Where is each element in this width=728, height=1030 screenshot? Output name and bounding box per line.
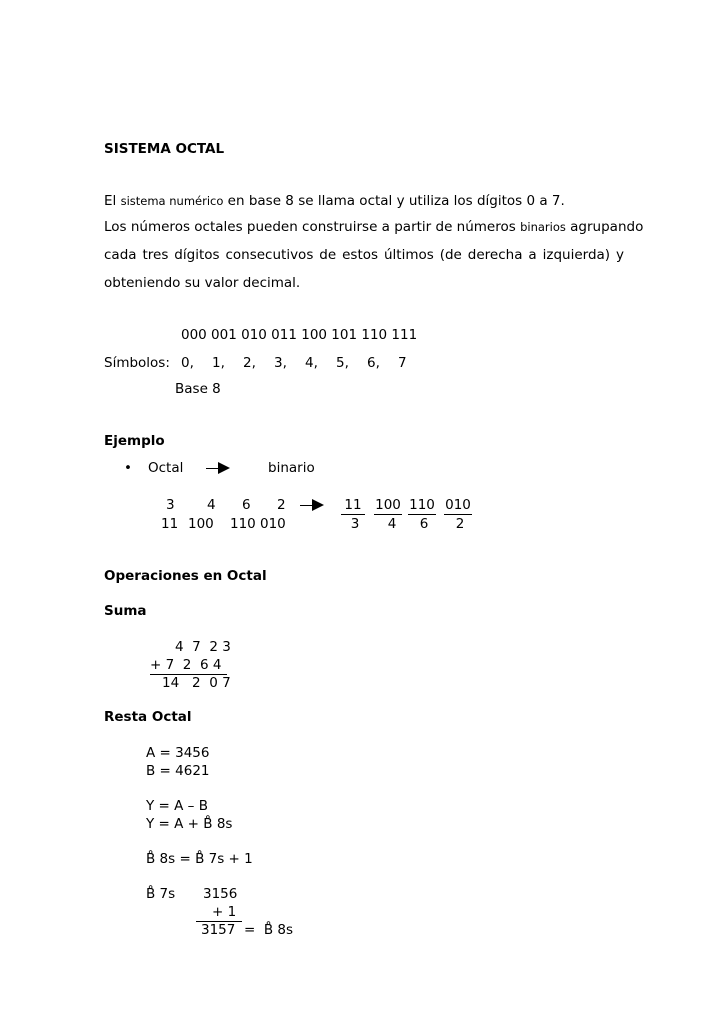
intro-text: en base 8 se llama octal y utiliza los dígitos 0 a 7. <box>223 193 565 209</box>
intro-line-2 <box>104 218 643 236</box>
binary-group: 010 <box>260 516 286 532</box>
intro-term-binarios: binarios <box>520 220 566 234</box>
suma-result: 14 2 0 7 <box>162 675 231 691</box>
intro-term-sistema: sistema numérico <box>120 194 224 208</box>
symbol-value: 1, <box>212 355 225 371</box>
intro-line-3: cada tres dígitos consecutivos de estos últimos (de derecha a izquierda) y <box>104 247 624 263</box>
arrow-right-icon <box>206 468 228 469</box>
resta-heading: Resta Octal <box>104 709 192 725</box>
resta-b8s: B̊ 8s = B̊ 7s + 1 <box>146 851 253 867</box>
suma-heading: Suma <box>104 603 147 619</box>
binary-group-underlined: 100 <box>375 497 401 513</box>
arrow-right-icon <box>300 505 322 506</box>
suma-row-1: 4 7 2 3 <box>175 639 231 655</box>
symbol-value: 6, <box>367 355 380 371</box>
operations-heading: Operaciones en Octal <box>104 568 267 584</box>
symbol-value: 3, <box>274 355 287 371</box>
symbols-label: Símbolos: <box>104 355 170 371</box>
octal-result-digit: 6 <box>419 516 429 532</box>
intro-text: Los números octales pueden construirse a partir de números <box>104 219 521 235</box>
intro-line-4: obteniendo su valor decimal. <box>104 275 301 291</box>
intro-text: El <box>104 193 121 209</box>
binary-group: 11 <box>161 516 179 532</box>
resta-b7s-label: B̊ 7s <box>146 886 176 902</box>
octal-result-digit: 3 <box>350 516 360 532</box>
resta-y-1: Y = A – B <box>146 798 208 814</box>
example-binario-label: binario <box>268 460 315 476</box>
binary-group: 110 <box>230 516 256 532</box>
binary-group-underlined: 010 <box>445 497 471 513</box>
base-label: Base 8 <box>175 381 221 397</box>
symbol-value: 2, <box>243 355 256 371</box>
binary-triplets-row: 000 001 010 011 100 101 110 111 <box>181 327 418 343</box>
resta-number-1: 3156 <box>203 886 238 902</box>
example-heading: Ejemplo <box>104 433 165 449</box>
resta-number-2: + 1 <box>196 903 242 922</box>
resta-result: 3157 = B̊ 8s <box>201 922 294 938</box>
binary-group-underlined: 110 <box>409 497 435 513</box>
octal-result-digit: 2 <box>455 516 465 532</box>
octal-digit: 3 <box>166 497 175 513</box>
octal-digit: 6 <box>242 497 251 513</box>
bullet-icon: • <box>124 460 132 476</box>
page-title: SISTEMA OCTAL <box>104 141 225 157</box>
symbol-value: 0, <box>181 355 194 371</box>
resta-b: B = 4621 <box>146 763 210 779</box>
octal-result-digit: 4 <box>387 516 397 532</box>
symbol-value: 5, <box>336 355 349 371</box>
suma-row-2: + 7 2 6 4 <box>150 656 227 675</box>
binary-group: 100 <box>188 516 214 532</box>
resta-a: A = 3456 <box>146 745 210 761</box>
intro-line-1 <box>104 192 565 210</box>
resta-y-2: Y = A + B̊ 8s <box>146 816 233 832</box>
octal-digit: 2 <box>277 497 286 513</box>
octal-digit: 4 <box>207 497 216 513</box>
symbol-value: 7 <box>398 355 407 371</box>
binary-group-underlined: 11 <box>341 496 365 515</box>
symbol-value: 4, <box>305 355 318 371</box>
example-octal-label: Octal <box>148 460 184 476</box>
intro-text: agrupando <box>565 219 644 235</box>
